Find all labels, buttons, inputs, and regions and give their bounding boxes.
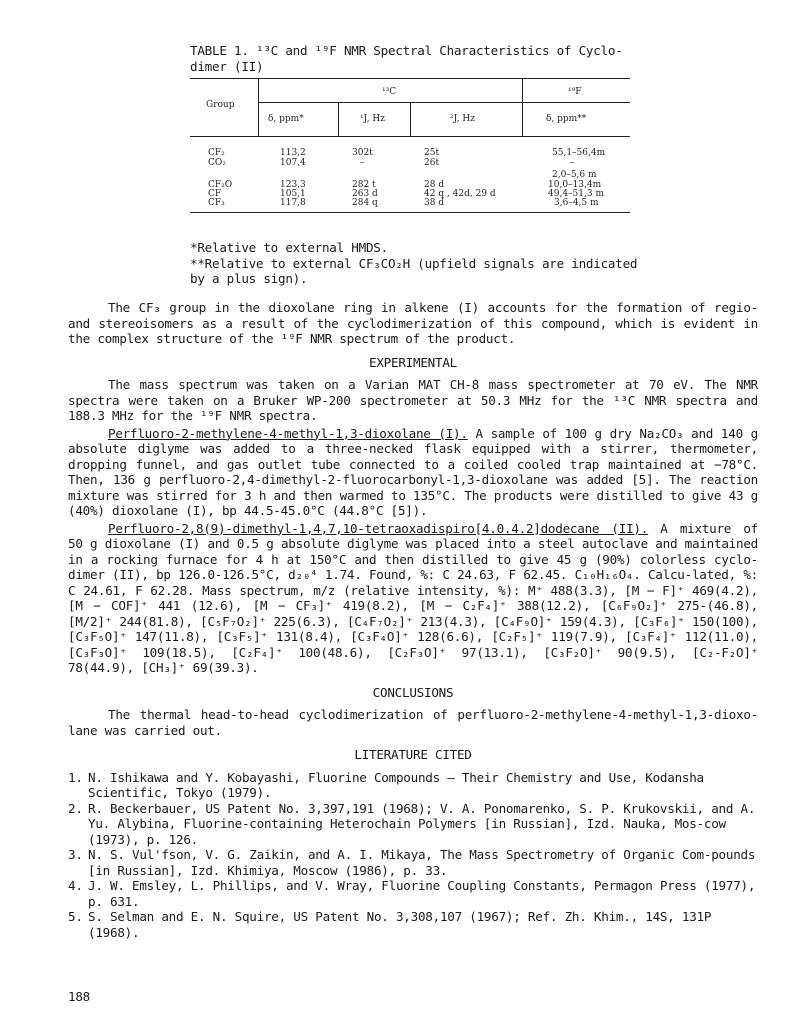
table-header-bottom-rule (190, 136, 630, 137)
table-top-rule (190, 78, 630, 79)
reference-item (68, 770, 758, 801)
reference-item (68, 847, 758, 878)
table-header-rule (258, 102, 630, 103)
table-divider (410, 102, 411, 136)
nmr-table (190, 78, 630, 220)
table-cell-j2: 26t (424, 158, 440, 168)
compound1-text: A sample of 100 g dry Na₂CO₃ and 140 g absolute diglyme was added to a three-necked flask equipped with a stirrer, thermometer, dropping funnel, and gas outlet tube connected to a coiled cooled trap maintained at −78°C. Then, 136 g perfluoro-2,4-dimethyl-2-fluorocarbonyl-1,3-dioxolane was added [5]. The reaction mixture was stirred for 3 h and then warmed to 135°C. The products were distilled to give 43 g (40%) dioxolane (I), bp 44.5-45.0°C (44.8°C [5]). (68, 425, 759, 518)
table-cell-j2: 25t (424, 148, 440, 158)
reference-number: 3. (68, 847, 83, 862)
table-cell-delta: 113,2 (280, 148, 306, 158)
f19-header: ¹⁹F (568, 87, 582, 97)
table-cell-delta: 117,8 (280, 198, 306, 208)
table-cell-delta: 107,4 (280, 158, 306, 168)
delta-c-header: δ, ppm* (268, 114, 304, 124)
table-cell-f-delta: 2,0–5,6 m (552, 170, 597, 180)
table-cell-delta: 123,3 (280, 180, 306, 190)
literature-heading: LITERATURE CITED (354, 747, 472, 762)
j2-header: ²J, Hz (450, 114, 476, 124)
footnote: by a plus sign). (190, 271, 308, 286)
j1-header: ¹J, Hz (360, 114, 386, 124)
intro-paragraph: The CF₃ group in the dioxolane ring in alkene (I) accounts for the formation of regio- and stereoisomers as a result of the cyclodimerization of this compound, which is evident in the complex structure of the ¹⁹F NMR spectrum of the product. (68, 300, 758, 346)
compound1-title: Perfluoro-2-methylene-4-methyl-1,3-dioxolane (I). (108, 425, 468, 441)
table-cell-group: CF (208, 189, 222, 199)
table-cell-j1: 282 t (352, 180, 376, 190)
reference-text: S. Selman and E. N. Squire, US Patent No. 3,308,107 (1967); Ref. Zh. Khim., 14S, 131P (1968). (88, 909, 712, 940)
reference-text: R. Beckerbauer, US Patent No. 3,397,191 (1968); V. A. Ponomarenko, S. P. Krukovskii, and A. Yu. Alybina, Fluorine-containing Heterochain Polymers [in Russian], Izd. Nauka, Mos-cow (1973), p. 126. (88, 800, 756, 847)
table-cell-f-delta: 10,0–13,4m (548, 180, 602, 190)
table-cell-f-delta: 3,6–4,5 m (554, 198, 599, 208)
table-cell-group: CF₃ (208, 198, 225, 208)
compound2-text: A mixture of 50 g dioxolane (I) and 0.5 g absolute diglyme was placed into a steel autoclave and maintained in a rocking furnace for 4 h at 150°C and then distilled to give 45 g (90%) colorless cyclo-dimer (II), bp 126.0-126.5°C, d₂₀⁴ 1.74. Found, %: C 24.63, F 62.45. C₁₀H₁₆O₄. Calcu-lated, %: C 24.61, F 62.28. Mass spectrum, m/z (relative intensity, %): M⁺ 488(3.3), [M − F]⁺ 469(4.2), [M − COF]⁺ 441 (12.6), [M − CF₃]⁺ 419(8.2), [M − C₂F₄]⁺ 388(12.2), [C₆F₉O₂]⁺ 275-(46.8), [M/2]⁺ 244(81.8), [C₅F₇O₂]⁺ 225(6.3), [C₄F₇O₂]⁺ 213(4.3), [C₄F₉O]⁺ 159(4.3), [C₃F₆]⁺ 150(100), [C₃F₅O]⁺ 147(11.8), [C₃F₅]⁺ 131(8.4), [C₃F₄O]⁺ 128(6.6), [C₂F₅]⁺ 119(7.9), [C₃F₄]⁺ 112(11.0), [C₃F₃O]⁺ 109(18.5), [C₂F₄]⁺ 100(48.6), [C₂F₃O]⁺ 97(13.1), [C₃F₂O]⁺ 90(9.5), [C₂-F₂O]⁺ 78(44.9), [CH₃]⁺ 69(39.3). (68, 520, 758, 675)
table-caption (190, 43, 630, 74)
table-cell-group: CF₂ (208, 148, 225, 158)
c13-header: ¹³C (382, 87, 397, 97)
table-cell-j1: 302t (352, 148, 373, 158)
table-cell-f-delta: 55,1–56,4m (552, 148, 606, 158)
table-cell-j2: 42 q , 42d, 29 d (424, 189, 496, 199)
table-cell-j1: – (360, 158, 365, 168)
experimental-heading: EXPERIMENTAL (369, 354, 457, 370)
reference-number: 1. (68, 769, 83, 785)
reference-item (68, 909, 758, 940)
table-cell-j1: 284 q (352, 198, 378, 208)
table-divider (338, 102, 339, 136)
conclusions-paragraph: The thermal head-to-head cyclodimerization of perfluoro-2-methylene-4-methyl-1,3-dioxo-lane was carried out. (68, 707, 758, 738)
table-cell-delta: 105,1 (280, 189, 306, 199)
table-cell-group: CF₂O (208, 180, 233, 190)
conclusions-heading: CONCLUSIONS (372, 684, 454, 700)
reference-text: J. W. Emsley, L. Phillips, and V. Wray, Fluorine Coupling Constants, Permagon Press (1977), p. 631. (88, 878, 756, 909)
table-divider (522, 78, 523, 136)
table-cell-group: CO₂ (208, 158, 226, 168)
table-cell-j2: 38 d (424, 198, 445, 208)
reference-number: 2. (68, 800, 83, 816)
table-cell-f-delta: – (570, 158, 575, 168)
reference-item (68, 801, 758, 848)
table-cell-j1: 263 d (352, 189, 378, 199)
table-caption-line: dimer (II) (190, 58, 264, 74)
page-number: 188 (68, 989, 90, 1004)
reference-text: N. Ishikawa and Y. Kobayashi, Fluorine Compounds — Their Chemistry and Use, Kodansha Scientific, Tokyo (1979). (88, 769, 704, 800)
footnote: *Relative to external HMDS. (190, 240, 388, 255)
compound1-paragraph (68, 426, 758, 519)
experimental-paragraph: The mass spectrum was taken on a Varian MAT CH-8 mass spectrometer at 70 eV. The NMR spectra were taken on a Bruker WP-200 spectrometer at 50.3 MHz for the ¹³C NMR spectra and 188.3 MHz for the ¹⁹F NMR spectra. (68, 377, 758, 423)
table-footnotes (190, 240, 650, 287)
delta-f-header: δ, ppm** (546, 114, 587, 124)
reference-number: 5. (68, 909, 83, 924)
table-divider (258, 78, 259, 136)
table-cell-j2: 28 d (424, 180, 445, 190)
table-cell-f-delta: 49,4–51,3 m (548, 189, 604, 199)
reference-text: N. S. Vul'fson, V. G. Zaikin, and A. I. Mikaya, The Mass Spectrometry of Organic Com-pounds [in Russian], Izd. Khimiya, Moscow (1986), p. 33. (88, 847, 756, 878)
reference-number: 4. (68, 878, 83, 893)
reference-item (68, 878, 758, 909)
compound2-title: Perfluoro-2,8(9)-dimethyl-1,4,7,10-tetraoxadispiro[4.0.4.2]dodecane (II). (108, 520, 649, 536)
reference-list (68, 770, 758, 941)
table-bottom-rule (190, 212, 630, 213)
footnote: **Relative to external CF₃CO₂H (upfield signals are indicated (190, 255, 638, 271)
group-header: Group (206, 100, 235, 110)
compound2-paragraph (68, 521, 758, 676)
table-caption-line: TABLE 1. ¹³C and ¹⁹F NMR Spectral Characteristics of Cyclo- (190, 43, 623, 58)
body-text (68, 300, 758, 940)
